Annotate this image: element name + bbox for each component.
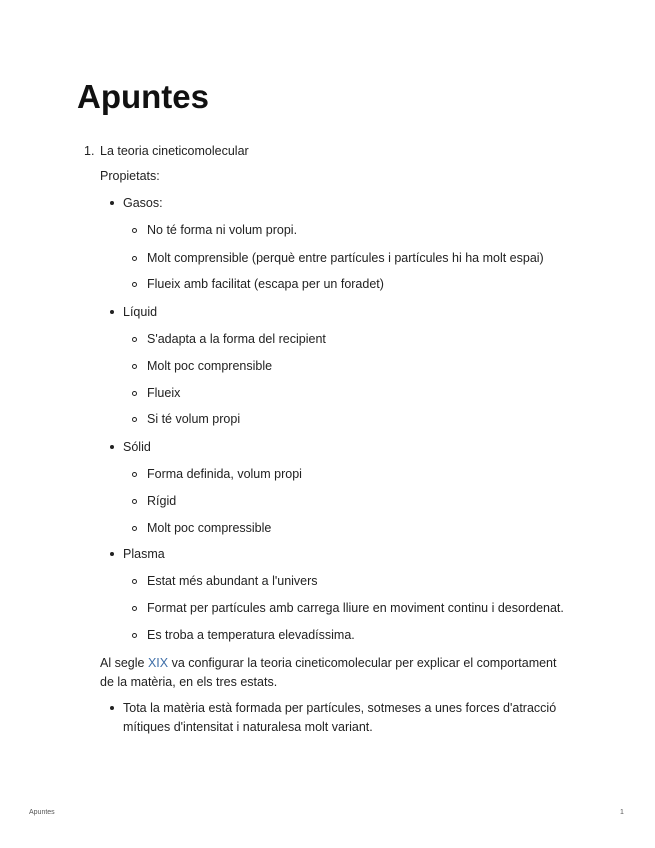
bullet-circle: [132, 633, 137, 638]
highlighted-text: XIX: [147, 656, 169, 670]
list-item: Format per partícules amb carrega lliure en moviment continu i desordenat.: [147, 601, 564, 615]
bullet-circle: [132, 499, 137, 504]
paragraph-text: Al segle: [100, 656, 148, 670]
bullet-circle: [132, 364, 137, 369]
list-item: Estat més abundant a l'univers: [147, 574, 318, 588]
paragraph-line-2: de la matèria, en els tres estats.: [100, 675, 278, 689]
propietats-label: Propietats:: [100, 169, 160, 183]
final-bullet-line-2: mítiques d'intensitat i naturalesa molt variant.: [123, 720, 373, 734]
list-item: Si té volum propi: [147, 412, 241, 426]
list-item: Molt comprensible (perquè entre partícules i partícules hi ha molt espai): [147, 251, 544, 265]
solid-label: Sólid: [123, 440, 151, 454]
liquid-label: Líquid: [123, 305, 158, 319]
list-item: No té forma ni volum propi.: [147, 223, 298, 237]
bullet-disc: [110, 310, 114, 314]
final-bullet-line-1: Tota la matèria està formada per partícules, sotmeses a unes forces d'atracció: [123, 701, 557, 715]
list-item: Flueix: [147, 386, 181, 400]
list-item: Rígid: [147, 494, 177, 508]
list-number: 1.: [84, 144, 95, 158]
list-item: Flueix amb facilitat (escapa per un foradet): [147, 277, 384, 291]
section-heading: La teoria cineticomolecular: [100, 144, 249, 158]
bullet-disc: [110, 201, 114, 205]
bullet-circle: [132, 606, 137, 611]
plasma-label: Plasma: [123, 547, 165, 561]
bullet-circle: [132, 579, 137, 584]
list-item: Es troba a temperatura elevadíssima.: [147, 628, 355, 642]
bullet-disc: [110, 445, 114, 449]
page-title: Apuntes: [77, 78, 209, 115]
list-item: Molt poc comprensible: [147, 359, 273, 373]
list-item: Forma definida, volum propi: [147, 467, 302, 481]
bullet-circle: [132, 417, 137, 422]
bullet-circle: [132, 337, 137, 342]
footer-page-number: 1: [620, 809, 624, 816]
footer-title: Apuntes: [29, 809, 55, 816]
bullet-circle: [132, 282, 137, 287]
list-item: S'adapta a la forma del recipient: [147, 332, 326, 346]
bullet-disc: [110, 706, 114, 710]
bullet-circle: [132, 391, 137, 396]
bullet-disc: [110, 552, 114, 556]
list-item: Molt poc compressible: [147, 521, 272, 535]
bullet-circle: [132, 228, 137, 233]
bullet-circle: [132, 526, 137, 531]
paragraph-line-1: [100, 655, 556, 671]
paragraph-text: va configurar la teoria cineticomolecular per explicar el comportament: [168, 656, 557, 670]
bullet-circle: [132, 256, 137, 261]
gasos-label: Gasos:: [123, 196, 163, 210]
bullet-circle: [132, 472, 137, 477]
